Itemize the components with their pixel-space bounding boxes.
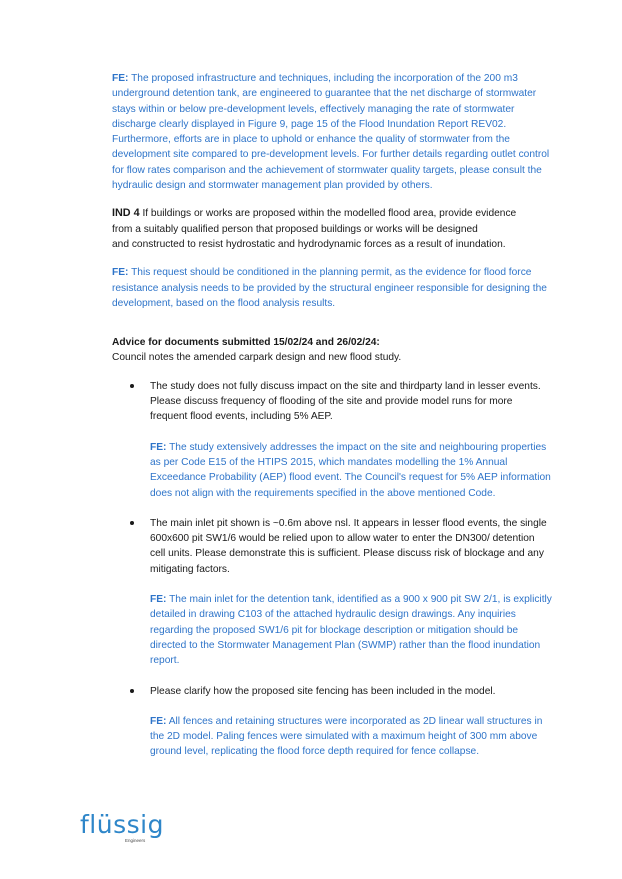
fe-label: FE: (150, 594, 167, 606)
item-answer-text: All fences and retaining structures were incorporated as 2D linear wall structures in the 2D model. Paling fences were simulated with a maximum height of 300 mm above ground level, replicating the flood force depth required for fence collapse. (150, 715, 543, 758)
list-item (112, 684, 552, 760)
item-question: Please clarify how the proposed site fencing has been included in the model. (150, 685, 496, 697)
advice-heading: Advice for documents submitted 15/02/24 and 26/02/24: (112, 337, 380, 349)
ind4-label: IND 4 (112, 207, 140, 220)
list-item (112, 516, 552, 669)
document-body (112, 71, 552, 760)
bullet-icon (130, 521, 134, 525)
ind4-request (112, 206, 552, 252)
item-question: The study does not fully discuss impact on the site and thirdparty land in lesser events. Please discuss frequency of flooding of the site and provide model runs for more frequent flood events, including 5% AEP. (150, 380, 541, 423)
company-logo (80, 810, 164, 843)
fe-response-1-para-2: Furthermore, efforts are in place to uphold or enhance the quality of stormwater from the development site compared to pre-development levels. For further details regarding outlet control for flow rates comparison and the achievement of stormwater quality targets, please consult the hydraulic design and stormwater management plan provided by others. (112, 134, 550, 192)
fe-label: FE: (112, 73, 129, 84)
bullet-icon (130, 689, 134, 693)
item-answer-text: The study extensively addresses the impact on the site and neighbouring properties as per Code E15 of the HTIPS 2015, which mandates modelling the 1% Annual Exceedance Probability (AEP) flood event. The Council's request for 5% AEP information does not align with the requirements specified in the above mentioned Code. (150, 441, 551, 499)
item-answer (150, 592, 552, 668)
fe-response-2 (112, 265, 552, 311)
item-answer (150, 440, 552, 501)
item-answer (150, 714, 552, 760)
logo-subtitle: Engineers (125, 838, 146, 843)
fe-response-1-text: The proposed infrastructure and techniques, including the incorporation of the 200 m3 underground detention tank, are engineered to guarantee that the net discharge of stormwater stays within or below pre-development levels, effectively managing the rate of stormwater discharge clearly displayed in Figure 9, page 15 of the Flood Inundation Report REV02. (112, 73, 537, 130)
fe-response-1-para (112, 71, 552, 132)
item-answer-text: The main inlet for the detention tank, identified as a 900 x 900 pit SW 2/1, is explicitly detailed in drawing C103 of the attached hydraulic design drawings. Any inquiries regarding the proposed SW1/6 pit for blockage description or mitigation should be directed to the Stormwater Management Plan (SWMP) rather than the flood inundation report. (150, 594, 552, 667)
ind4-line-3: and constructed to resist hydrostatic and hydrodynamic forces as a result of inundation. (112, 238, 506, 250)
advice-intro: Council notes the amended carpark design and new flood study. (112, 352, 402, 364)
ind4-line-2: from a suitably qualified person that proposed buildings or works will be designed (112, 223, 478, 235)
fe-label: FE: (150, 715, 167, 727)
ind4-line-1: If buildings or works are proposed within the modelled flood area, provide evidence (139, 208, 517, 220)
fe-label: FE: (112, 267, 129, 279)
list-item (112, 379, 552, 501)
logo-wordmark: flüssig (80, 810, 164, 839)
fe-label: FE: (150, 441, 167, 453)
bullet-icon (130, 384, 134, 388)
item-question: The main inlet pit shown is ~0.6m above nsl. It appears in lesser flood events, the single 600x600 pit SW1/6 would be relied upon to allow water to enter the DN300/ detention cell units. Please demonstrate this is sufficient. Please discuss risk of blockage and any mitigating factors. (150, 517, 547, 575)
advice-list (112, 379, 552, 760)
fe-response-1 (112, 71, 552, 193)
fe-response-2-text: This request should be conditioned in the planning permit, as the evidence for flood force resistance analysis needs to be provided by the structural engineer responsible for designing the development, based on the flood analysis results. (112, 267, 547, 309)
